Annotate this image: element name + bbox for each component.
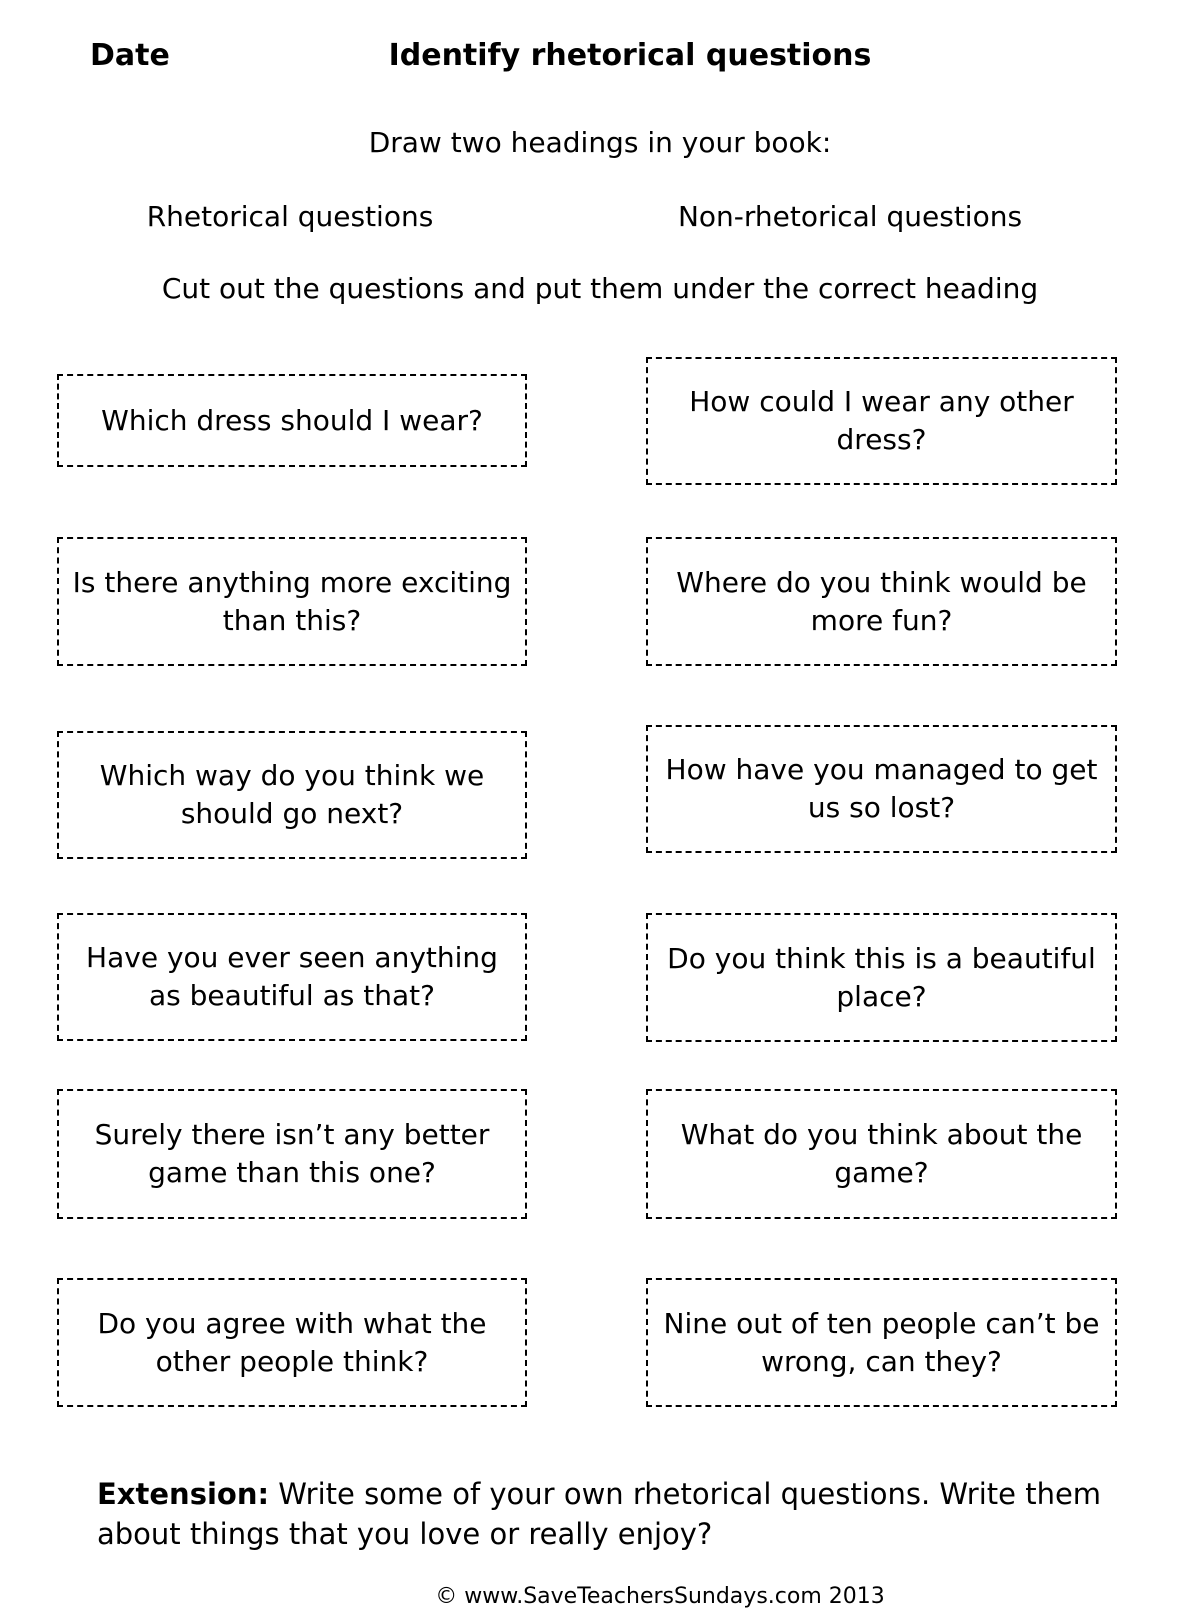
- instruction-cut-out: Cut out the questions and put them under the correct heading: [161, 272, 1039, 305]
- question-card[interactable]: Nine out of ten people can’t be wrong, can they?: [646, 1278, 1117, 1407]
- copyright-footer: © www.SaveTeachersSundays.com 2013: [435, 1584, 885, 1609]
- question-card[interactable]: Which dress should I wear?: [57, 374, 527, 467]
- question-card[interactable]: Do you think this is a beautiful place?: [646, 913, 1117, 1042]
- question-card[interactable]: Have you ever seen anything as beautiful as that?: [57, 913, 527, 1041]
- extension-task: [97, 1474, 1137, 1554]
- question-card[interactable]: Which way do you think we should go next?: [57, 731, 527, 859]
- question-card[interactable]: How have you managed to get us so lost?: [646, 725, 1117, 853]
- extension-text: Write some of your own rhetorical questions. Write them about things that you love or really enjoy?: [97, 1477, 1102, 1551]
- page-title: Identify rhetorical questions: [388, 38, 872, 73]
- question-card[interactable]: Is there anything more exciting than this?: [57, 537, 527, 666]
- heading-rhetorical: Rhetorical questions: [146, 200, 434, 233]
- instruction-headings: Draw two headings in your book:: [368, 126, 832, 159]
- question-card[interactable]: How could I wear any other dress?: [646, 357, 1117, 485]
- question-card[interactable]: What do you think about the game?: [646, 1089, 1117, 1219]
- heading-non-rhetorical: Non-rhetorical questions: [677, 200, 1023, 233]
- question-card[interactable]: Do you agree with what the other people think?: [57, 1278, 527, 1407]
- extension-label: Extension:: [97, 1477, 270, 1511]
- question-card[interactable]: Surely there isn’t any better game than this one?: [57, 1089, 527, 1219]
- question-card[interactable]: Where do you think would be more fun?: [646, 537, 1117, 666]
- date-label: Date: [90, 38, 170, 73]
